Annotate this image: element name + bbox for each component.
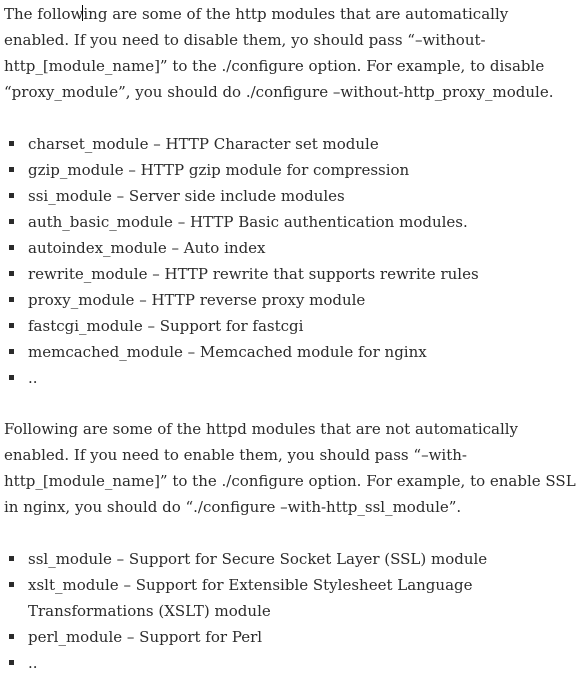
disabled-modules-list xyxy=(4,546,581,676)
list-item: gzip_module – HTTP gzip module for compression xyxy=(4,157,576,183)
list-item: charset_module – HTTP Character set module xyxy=(4,131,576,157)
list-item: autoindex_module – Auto index xyxy=(4,235,576,261)
intro-text-part2: ing are some of the http modules that are automatically enabled. If you need to disable them, yo should pass “–without-http_[module_name]” to the ./configure option. For example, to disable “proxy_module”, you should do ./configure –without-http_proxy_module. xyxy=(4,5,554,101)
list-item: memcached_module – Memcached module for nginx xyxy=(4,339,576,365)
list-item: rewrite_module – HTTP rewrite that supports rewrite rules xyxy=(4,261,576,287)
list-item: proxy_module – HTTP reverse proxy module xyxy=(4,287,576,313)
list-item: .. xyxy=(4,365,576,391)
list-item: .. xyxy=(4,650,576,676)
list-item: ssi_module – Server side include modules xyxy=(4,183,576,209)
list-item: fastcgi_module – Support for fastcgi xyxy=(4,313,576,339)
intro-text-part1: The follow xyxy=(4,5,84,23)
second-paragraph: Following are some of the httpd modules that are not automatically enabled. If you need to enable them, you should pass “–with-http_[module_name]” to the ./configure option. For example, to enable SSL in nginx, you should do “./configure –with-http_ssl_module”. xyxy=(4,420,576,516)
enabled-modules-list xyxy=(4,131,581,391)
intro-paragraph xyxy=(4,0,576,105)
list-item: ssl_module – Support for Secure Socket Layer (SSL) module xyxy=(4,546,576,572)
list-item: auth_basic_module – HTTP Basic authentication modules. xyxy=(4,209,576,235)
list-item: perl_module – Support for Perl xyxy=(4,624,576,650)
list-item: xslt_module – Support for Extensible Stylesheet Language Transformations (XSLT) module xyxy=(4,572,576,624)
